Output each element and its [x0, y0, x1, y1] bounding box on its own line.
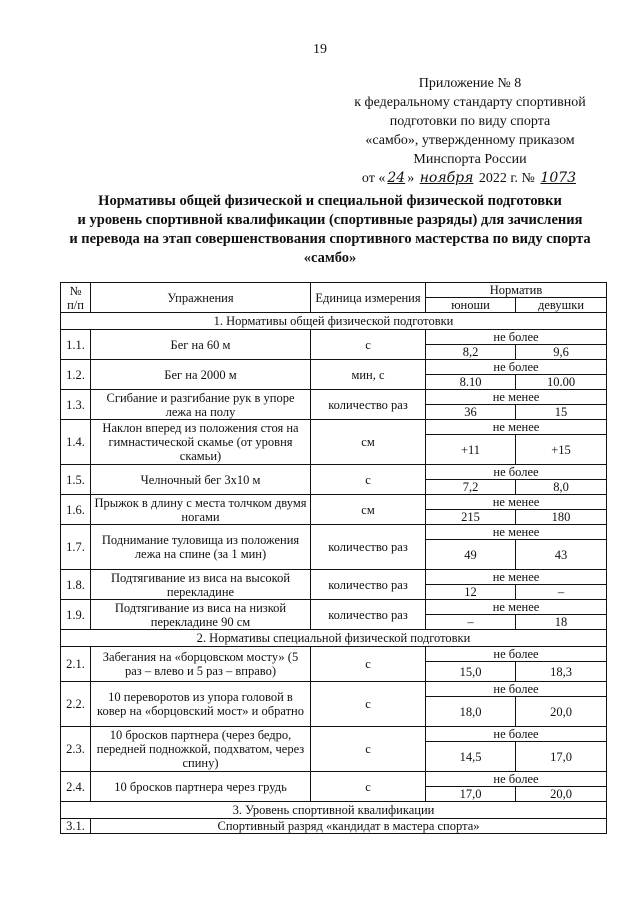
girls-value: +15: [516, 435, 607, 465]
header-unit: Единица измерения: [311, 283, 426, 313]
boys-value: 15,0: [426, 662, 516, 682]
exercise-cell: Челночный бег 3х10 м: [91, 465, 311, 495]
unit-cell: с: [311, 727, 426, 772]
row-number: 3.1.: [61, 819, 91, 834]
row-number: 1.1.: [61, 330, 91, 360]
order-mid: »: [407, 171, 415, 186]
table-body: [61, 313, 607, 834]
table-row: [61, 330, 607, 345]
table-row: [61, 772, 607, 787]
table-row: [61, 420, 607, 435]
order-month: ноября: [419, 170, 474, 186]
norm-condition: не более: [426, 330, 607, 345]
exercise-cell: Бег на 60 м: [91, 330, 311, 360]
exercise-cell: Забегания на «борцовском мосту» (5 раз – влево и 5 раз – вправо): [91, 647, 311, 682]
header-girls: девушки: [516, 298, 607, 313]
table-row: [61, 647, 607, 662]
appendix-line: Минспорта России: [413, 152, 527, 167]
row-number: 1.5.: [61, 465, 91, 495]
table-row: [61, 465, 607, 480]
unit-cell: с: [311, 330, 426, 360]
norms-table-wrap: [60, 282, 606, 834]
boys-value: 36: [426, 405, 516, 420]
appendix-block: [330, 74, 610, 188]
order-year: 2022 г. №: [478, 171, 535, 186]
girls-value: 9,6: [516, 345, 607, 360]
section-row: [61, 802, 607, 819]
boys-value: 14,5: [426, 742, 516, 772]
unit-cell: количество раз: [311, 570, 426, 600]
girls-value: 18,3: [516, 662, 607, 682]
exercise-cell: Подтягивание из виса на низкой перекладине 90 см: [91, 600, 311, 630]
norm-condition: не менее: [426, 525, 607, 540]
girls-value: 18: [516, 615, 607, 630]
table-row: [61, 495, 607, 510]
exercise-cell: Поднимание туловища из положения лежа на спине (за 1 мин): [91, 525, 311, 570]
girls-value: 10.00: [516, 375, 607, 390]
row-number: 2.2.: [61, 682, 91, 727]
boys-value: 8,2: [426, 345, 516, 360]
qualification-cell: Спортивный разряд «кандидат в мастера спорта»: [91, 819, 607, 834]
section-title: 2. Нормативы специальной физической подготовки: [61, 630, 607, 647]
exercise-cell: 10 бросков партнера через грудь: [91, 772, 311, 802]
unit-cell: количество раз: [311, 600, 426, 630]
table-row: [61, 819, 607, 834]
boys-value: 215: [426, 510, 516, 525]
unit-cell: см: [311, 495, 426, 525]
norm-condition: не менее: [426, 570, 607, 585]
row-number: 1.8.: [61, 570, 91, 600]
page-number: 19: [313, 42, 327, 57]
title-line: и уровень спортивной квалификации (спортивные разряды) для зачисления: [77, 212, 583, 228]
exercise-cell: 10 переворотов из упора головой в ковер на «борцовский мост» и обратно: [91, 682, 311, 727]
section-title: 1. Нормативы общей физической подготовки: [61, 313, 607, 330]
table-row: [61, 682, 607, 697]
girls-value: 43: [516, 540, 607, 570]
header-num: № п/п: [61, 283, 91, 313]
appendix-line: «самбо», утвержденному приказом: [365, 133, 575, 148]
title-line: и перевода на этап совершенствования спортивного мастерства по виду спорта: [69, 231, 591, 247]
order-line: [330, 169, 610, 188]
row-number: 1.7.: [61, 525, 91, 570]
order-day: 24: [387, 170, 406, 186]
exercise-cell: Прыжок в длину с места толчком двумя ногами: [91, 495, 311, 525]
girls-value: 17,0: [516, 742, 607, 772]
norm-condition: не менее: [426, 495, 607, 510]
boys-value: –: [426, 615, 516, 630]
boys-value: 7,2: [426, 480, 516, 495]
exercise-cell: Сгибание и разгибание рук в упоре лежа на полу: [91, 390, 311, 420]
table-row: [61, 600, 607, 615]
norm-condition: не более: [426, 465, 607, 480]
unit-cell: с: [311, 647, 426, 682]
unit-cell: с: [311, 465, 426, 495]
unit-cell: количество раз: [311, 390, 426, 420]
unit-cell: с: [311, 772, 426, 802]
table-row: [61, 390, 607, 405]
norm-condition: не более: [426, 727, 607, 742]
unit-cell: с: [311, 682, 426, 727]
boys-value: 18,0: [426, 697, 516, 727]
table-row: [61, 525, 607, 540]
title-line: «самбо»: [303, 250, 357, 266]
norm-condition: не более: [426, 647, 607, 662]
table-row: [61, 360, 607, 375]
section-row: [61, 630, 607, 647]
appendix-line: подготовки по виду спорта: [389, 114, 551, 129]
row-number: 1.9.: [61, 600, 91, 630]
table-row: [61, 570, 607, 585]
row-number: 1.6.: [61, 495, 91, 525]
norm-condition: не менее: [426, 390, 607, 405]
exercise-cell: Подтягивание из виса на высокой перекладине: [91, 570, 311, 600]
girls-value: –: [516, 585, 607, 600]
norm-condition: не менее: [426, 420, 607, 435]
unit-cell: см: [311, 420, 426, 465]
order-prefix: от «: [361, 171, 386, 186]
row-number: 2.3.: [61, 727, 91, 772]
header-exercise: Упражнения: [91, 283, 311, 313]
exercise-cell: Бег на 2000 м: [91, 360, 311, 390]
norms-table: [60, 282, 607, 834]
table-row: [61, 727, 607, 742]
section-row: [61, 313, 607, 330]
row-number: 1.2.: [61, 360, 91, 390]
appendix-line: к федеральному стандарту спортивной: [354, 95, 586, 110]
boys-value: +11: [426, 435, 516, 465]
exercise-cell: 10 бросков партнера (через бедро, передней подножкой, подхватом, через спину): [91, 727, 311, 772]
boys-value: 8.10: [426, 375, 516, 390]
document-title: [40, 192, 620, 268]
order-number: 1073: [540, 170, 577, 186]
row-number: 2.1.: [61, 647, 91, 682]
exercise-cell: Наклон вперед из положения стоя на гимнастической скамье (от уровня скамьи): [91, 420, 311, 465]
header-norm: Норматив: [426, 283, 607, 298]
title-line: Нормативы общей физической и специальной физической подготовки: [98, 193, 562, 209]
row-number: 2.4.: [61, 772, 91, 802]
girls-value: 8,0: [516, 480, 607, 495]
section-title: 3. Уровень спортивной квалификации: [61, 802, 607, 819]
girls-value: 20,0: [516, 697, 607, 727]
girls-value: 20,0: [516, 787, 607, 802]
row-number: 1.4.: [61, 420, 91, 465]
unit-cell: мин, с: [311, 360, 426, 390]
boys-value: 17,0: [426, 787, 516, 802]
boys-value: 12: [426, 585, 516, 600]
row-number: 1.3.: [61, 390, 91, 420]
girls-value: 15: [516, 405, 607, 420]
boys-value: 49: [426, 540, 516, 570]
norm-condition: не более: [426, 772, 607, 787]
norm-condition: не более: [426, 360, 607, 375]
norm-condition: не более: [426, 682, 607, 697]
norm-condition: не менее: [426, 600, 607, 615]
girls-value: 180: [516, 510, 607, 525]
appendix-line: Приложение № 8: [418, 76, 522, 91]
header-boys: юноши: [426, 298, 516, 313]
unit-cell: количество раз: [311, 525, 426, 570]
